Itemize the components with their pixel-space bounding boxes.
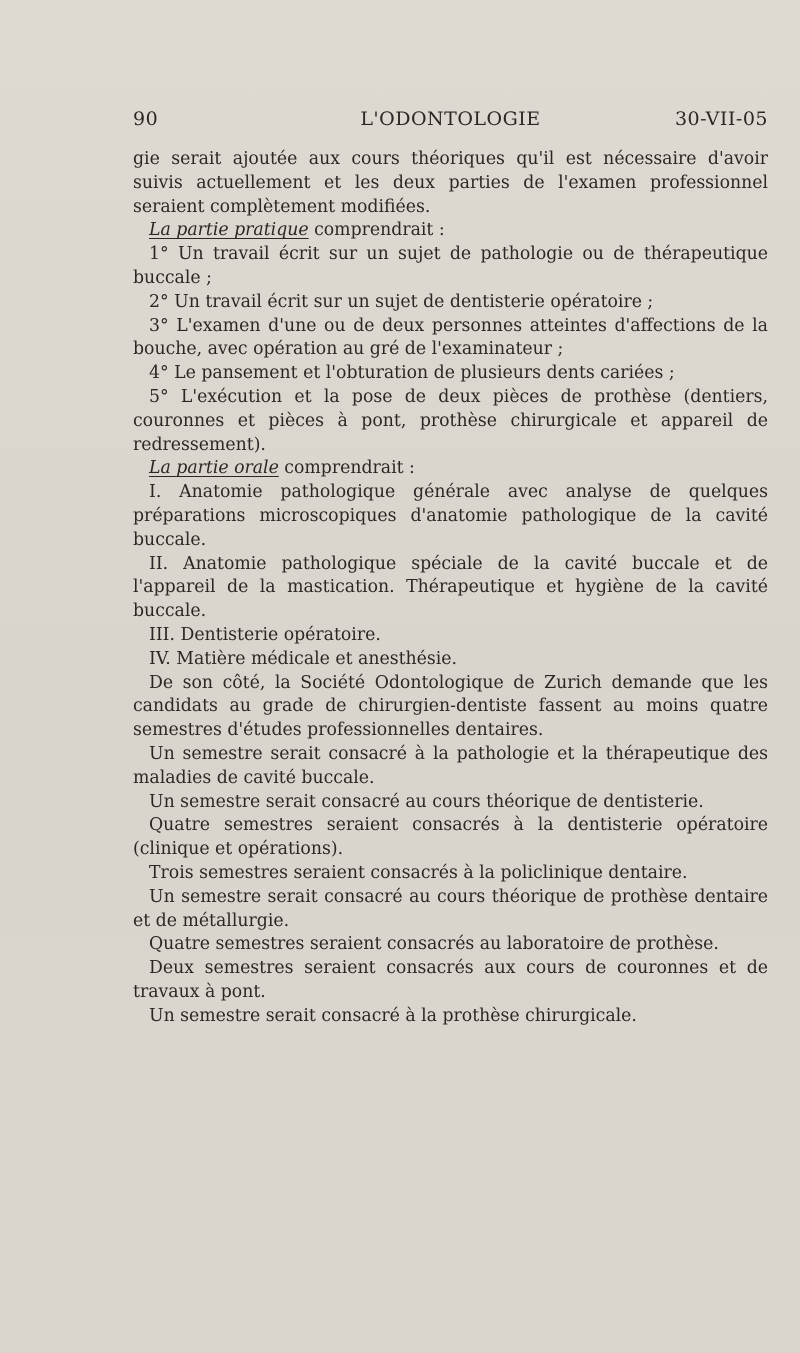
paragraph: Un semestre serait consacré au cours théorique de dentisterie. [149,791,704,812]
section-lead-rest: comprendrait : [308,220,445,241]
paragraph: Quatre semestres seraient consacrés à la dentisterie opératoire (clinique et opérations). [133,815,768,860]
paragraph-partie-orale [133,457,768,481]
paragraph: Un semestre serait consacré au cours théorique de prothèse dentaire et de métallurgie. [133,886,768,931]
list-item: 2° Un travail écrit sur un sujet de dentisterie opératoire ; [149,291,654,312]
section-lead-pratique: La partie pratique [149,220,309,241]
paragraph: De son côté, la Société Odontologique de Zurich demande que les candidats au grade de chirurgien-dentiste fassent au moins quatre semestres d'études professionnelles dentaires. [133,672,768,741]
list-item: III. Dentisterie opératoire. [149,624,381,645]
body-text [133,148,768,1028]
section-lead-orale: La partie orale [149,458,279,479]
list-item: 4° Le pansement et l'obturation de plusieurs dents cariées ; [149,363,675,384]
list-item: 5° L'exécution et la pose de deux pièces de prothèse (dentiers, couronnes et pièces à pont, prothèse chirurgicale et appareil de redressement). [133,386,768,455]
list-item: I. Anatomie pathologique générale avec analyse de quelques préparations microscopiques d'anatomie pathologique de la cavité buccale. [133,482,768,550]
paragraph-partie-pratique [133,219,768,243]
paragraph: Deux semestres seraient consacrés aux cours de couronnes et de travaux à pont. [133,958,768,1002]
page-number: 90 [133,108,159,130]
paragraph-continuation: gie serait ajoutée aux cours théoriques qu'il est nécessaire d'avoir suivis actuellement et les deux parties de l'examen professionnel seraient complètement modifiées. [133,149,768,217]
list-item: 1° Un travail écrit sur un sujet de pathologie ou de thérapeutique buccale ; [133,244,768,288]
running-header [133,108,768,136]
paragraph: Trois semestres seraient consacrés à la policlinique dentaire. [149,862,688,883]
paragraph: Un semestre serait consacré à la pathologie et la thérapeutique des maladies de cavité buccale. [133,743,768,788]
list-item: II. Anatomie pathologique spéciale de la cavité buccale et de l'appareil de la mastication. Thérapeutique et hygiène de la cavité buccale. [133,553,768,622]
journal-title: L'ODONTOLOGIE [360,108,541,130]
paragraph: Quatre semestres seraient consacrés au laboratoire de prothèse. [149,934,719,955]
paragraph: Un semestre serait consacré à la prothèse chirurgicale. [149,1005,637,1026]
list-item: IV. Matière médicale et anesthésie. [149,648,457,669]
issue-date: 30-VII-05 [674,108,768,130]
section-lead-rest: comprendrait : [278,458,415,479]
list-item: 3° L'examen d'une ou de deux personnes atteintes d'affections de la bouche, avec opération au gré de l'examinateur ; [133,315,768,360]
